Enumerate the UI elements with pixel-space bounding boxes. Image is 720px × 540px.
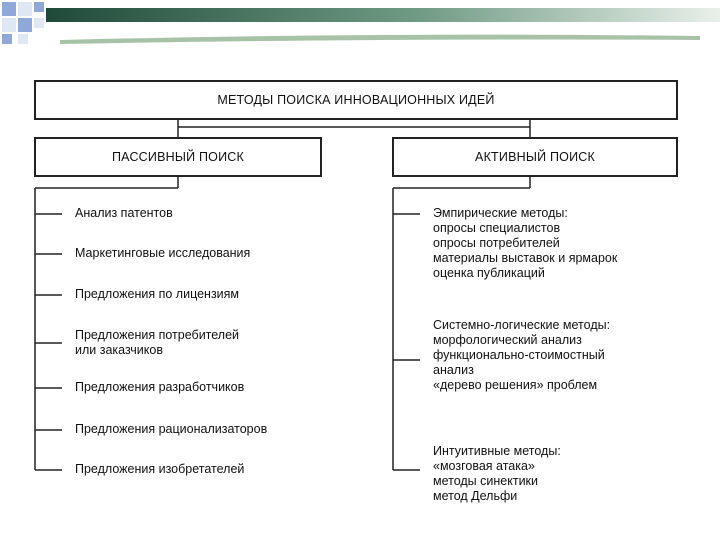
active-group-intuitive: Интуитивные методы: «мозговая атака» методы синектики метод Дельфи	[433, 444, 561, 503]
passive-item: Анализ патентов	[75, 206, 173, 220]
passive-item: Маркетинговые исследования	[75, 246, 251, 260]
passive-item: Предложения разработчиков	[75, 380, 245, 394]
active-group-system-logical: Системно-логические методы: морфологический анализ функционально-стоимостный анализ «дерево решения» проблем	[433, 318, 611, 392]
title-box: МЕТОДЫ ПОИСКА ИННОВАЦИОННЫХ ИДЕЙ	[34, 80, 678, 120]
passive-item: Предложения потребителей или заказчиков	[75, 328, 240, 357]
passive-item: Предложения изобретателей	[75, 462, 245, 476]
passive-item: Предложения по лицензиям	[75, 287, 240, 301]
active-search-box: АКТИВНЫЙ ПОИСК	[392, 137, 678, 177]
active-group-empirical: Эмпирические методы: опросы специалистов опросы потребителей материалы выставок и ярмарок оценка публикаций	[433, 206, 618, 280]
passive-search-box: ПАССИВНЫЙ ПОИСК	[34, 137, 322, 177]
passive-item: Предложения рационализаторов	[75, 422, 268, 436]
